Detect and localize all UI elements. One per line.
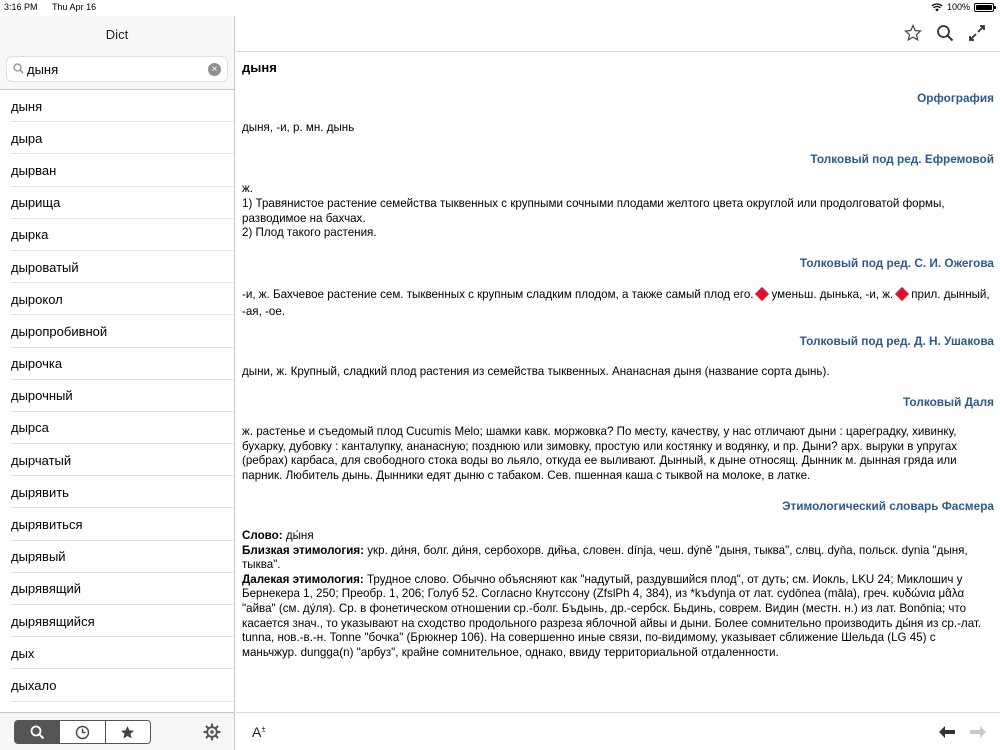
status-bar xyxy=(0,0,1000,16)
word-list-item[interactable]: дырявый xyxy=(0,541,234,573)
word-list-item[interactable]: дырочка xyxy=(0,348,234,380)
word-list-item[interactable]: дырка xyxy=(0,219,234,251)
tab-favorites[interactable] xyxy=(106,721,150,743)
word-list-item[interactable]: дырочный xyxy=(0,380,234,412)
status-time: 3:16 PM xyxy=(4,2,38,12)
font-size-label: A xyxy=(252,724,262,740)
vasmer-value: ды́ня xyxy=(285,529,314,543)
entry-content xyxy=(236,52,1000,712)
section-title-efremova: Толковый под ред. Ефремовой xyxy=(810,151,994,166)
favorites-icon xyxy=(120,725,135,740)
settings-gear-icon[interactable] xyxy=(203,723,221,741)
word-list-item[interactable]: дырса xyxy=(0,412,234,444)
word-list-item[interactable]: дырища xyxy=(0,187,234,219)
wifi-icon xyxy=(931,3,943,12)
section-title-orthography: Орфография xyxy=(917,90,994,105)
fullscreen-icon[interactable] xyxy=(968,24,986,42)
battery-percent: 100% xyxy=(946,2,970,12)
tab-search[interactable] xyxy=(15,721,60,743)
vasmer-value: Трудное слово. Обычно объясняют как "надутый, раздувшийся плод", от дуть; см. Иокль, LKU 24; Миклошич у Бернекера 1, 250; Преобр. 1, 206; Голуб 52. Согласно Кнутссону (ZfslPh 4, 384), из *kъdynja от лат. cydōnea (māla), греч. κυδώνια μᾶλα "айва" (см. ду́ля). Ср. в фонетическом отношении ср.-болг. Бъдынь, др.-сербск. Бьдинь, соврем. Видин (местн. н.) из лат. Bonōnia; что касается знач., то указывают на сходство продольного разреза яблочной айвы и дыни. Более сомнительно производить ды́ня из ср.-лат. tunna, нов.-в.-н. Tonne "бочка" (Брюкнер 106). На совершенно иные связи, по-видимому, указывает сближение Шельда (LG 45) с маньчжур. dungga(n) "арбуз", крайне сомнительное, однако, ввиду территориальной отдаленности. xyxy=(242,572,982,659)
word-list-item[interactable]: дыропробивной xyxy=(0,315,234,347)
dal-text: ж. растенье и съедомый плод Cucumis Melo; шамки кавк. моржовка? По месту, качеству, у нас отличают дыни : цареградку, хивинку, бухарку, дубовку : канталупку, ананасную; позднюю или зимовку, простую или костянку и водянку, и пр. Дыни? арх. выруки в упругах (ребрах) карбаса, для свободного стока воды во льяло, откуда ее выливают. Дынный, к дыне относящ. Дынник м. дынная гряда или парник. Любитель дынь. Дынники едят дыню с табаком. Сев. пшенная каша с тыквой на молоке, в латке. xyxy=(242,425,957,482)
search-icon xyxy=(13,63,24,74)
ushakov-text: дыни, ж. Крупный, сладкий плод растения из семейства тыквенных. Ананасная дыня (название сорта дынь). xyxy=(242,364,830,378)
mode-segmented-control xyxy=(14,720,151,744)
word-list-item[interactable]: дырявящий xyxy=(0,573,234,605)
main-toolbar xyxy=(236,16,1000,52)
sidebar-toolbar xyxy=(0,712,234,750)
efremova-line: ж. xyxy=(242,182,253,196)
section-title-ushakov: Толковый под ред. Д. Н. Ушакова xyxy=(799,334,994,349)
word-list-item[interactable]: дырчатый xyxy=(0,444,234,476)
search-icon[interactable] xyxy=(936,24,954,42)
forward-arrow-icon[interactable] xyxy=(970,726,986,738)
headword: дыня xyxy=(242,60,277,75)
vasmer-value: укр. ди́ня, болг. ди́ня, сербохорв. ди̏ња, словен. dínja, чеш. dýně "дыня, тыква", слвц. dyňa, польск. dynia "дыня, тыква". xyxy=(242,543,968,572)
font-size-button[interactable] xyxy=(252,724,266,740)
word-list-item[interactable]: дырокол xyxy=(0,283,234,315)
vasmer-label: Близкая этимология: xyxy=(242,543,364,557)
efremova-line: 1) Травянистое растение семейства тыквенных с крупными сочными плодами желтого цвета округлой или продолговатой формы, разводимое на бахчах. xyxy=(242,196,945,225)
word-list-item[interactable]: дыроватый xyxy=(0,251,234,283)
section-title-ozhegov: Толковый под ред. С. И. Ожегова xyxy=(799,255,994,270)
vasmer-label: Слово: xyxy=(242,529,283,543)
battery-icon xyxy=(974,3,994,12)
font-size-sup: ± xyxy=(261,724,266,734)
word-list-item[interactable]: дырван xyxy=(0,154,234,186)
vasmer-text xyxy=(242,529,994,660)
search-icon xyxy=(30,725,45,740)
status-date: Thu Apr 16 xyxy=(52,2,97,12)
section-title-dal: Толковый Даля xyxy=(902,394,994,409)
search-field[interactable] xyxy=(6,56,228,82)
main-bottom-toolbar xyxy=(236,712,1000,750)
ozhegov-part: прил. дынный, -ая, -ое. xyxy=(242,288,990,319)
word-list-item[interactable]: дыра xyxy=(0,122,234,154)
sidebar-title: Dict xyxy=(0,16,234,52)
diamond-marker-icon xyxy=(755,287,769,301)
efremova-line: 2) Плод такого растения. xyxy=(242,226,377,240)
diamond-marker-icon xyxy=(895,287,909,301)
word-list-item[interactable]: дырявиться xyxy=(0,508,234,540)
orthography-text: дыня, -и, р. мн. дынь xyxy=(242,121,355,135)
section-title-vasmer: Этимологический словарь Фасмера xyxy=(782,498,994,513)
vasmer-close xyxy=(242,544,994,573)
vasmer-word xyxy=(242,529,994,544)
word-list-item[interactable]: дыхало xyxy=(0,669,234,701)
vasmer-label: Далекая этимология: xyxy=(242,572,364,586)
word-list-item[interactable]: дыня xyxy=(0,90,234,122)
search-input[interactable] xyxy=(27,60,207,79)
favorite-star-icon[interactable] xyxy=(904,24,922,42)
back-arrow-icon[interactable] xyxy=(939,726,955,738)
sidebar xyxy=(0,16,235,750)
history-icon xyxy=(75,725,90,740)
word-list xyxy=(0,90,234,710)
battery-level xyxy=(976,5,992,10)
main-panel xyxy=(236,16,1000,750)
word-list-item[interactable]: дырявящийся xyxy=(0,605,234,637)
vasmer-far xyxy=(242,573,994,661)
word-list-item[interactable]: дырявить xyxy=(0,476,234,508)
clear-search-icon[interactable]: × xyxy=(208,63,221,76)
word-list-item[interactable]: дых xyxy=(0,637,234,669)
ozhegov-part: уменьш. дынька, -и, ж. xyxy=(771,288,894,302)
ozhegov-text xyxy=(242,286,994,320)
search-bar xyxy=(0,52,234,90)
efremova-text xyxy=(242,182,994,240)
ozhegov-part: -и, ж. Бахчевое растение сем. тыквенных с крупным сладким плодом, а также самый плод его. xyxy=(242,288,754,302)
tab-history[interactable] xyxy=(60,721,105,743)
